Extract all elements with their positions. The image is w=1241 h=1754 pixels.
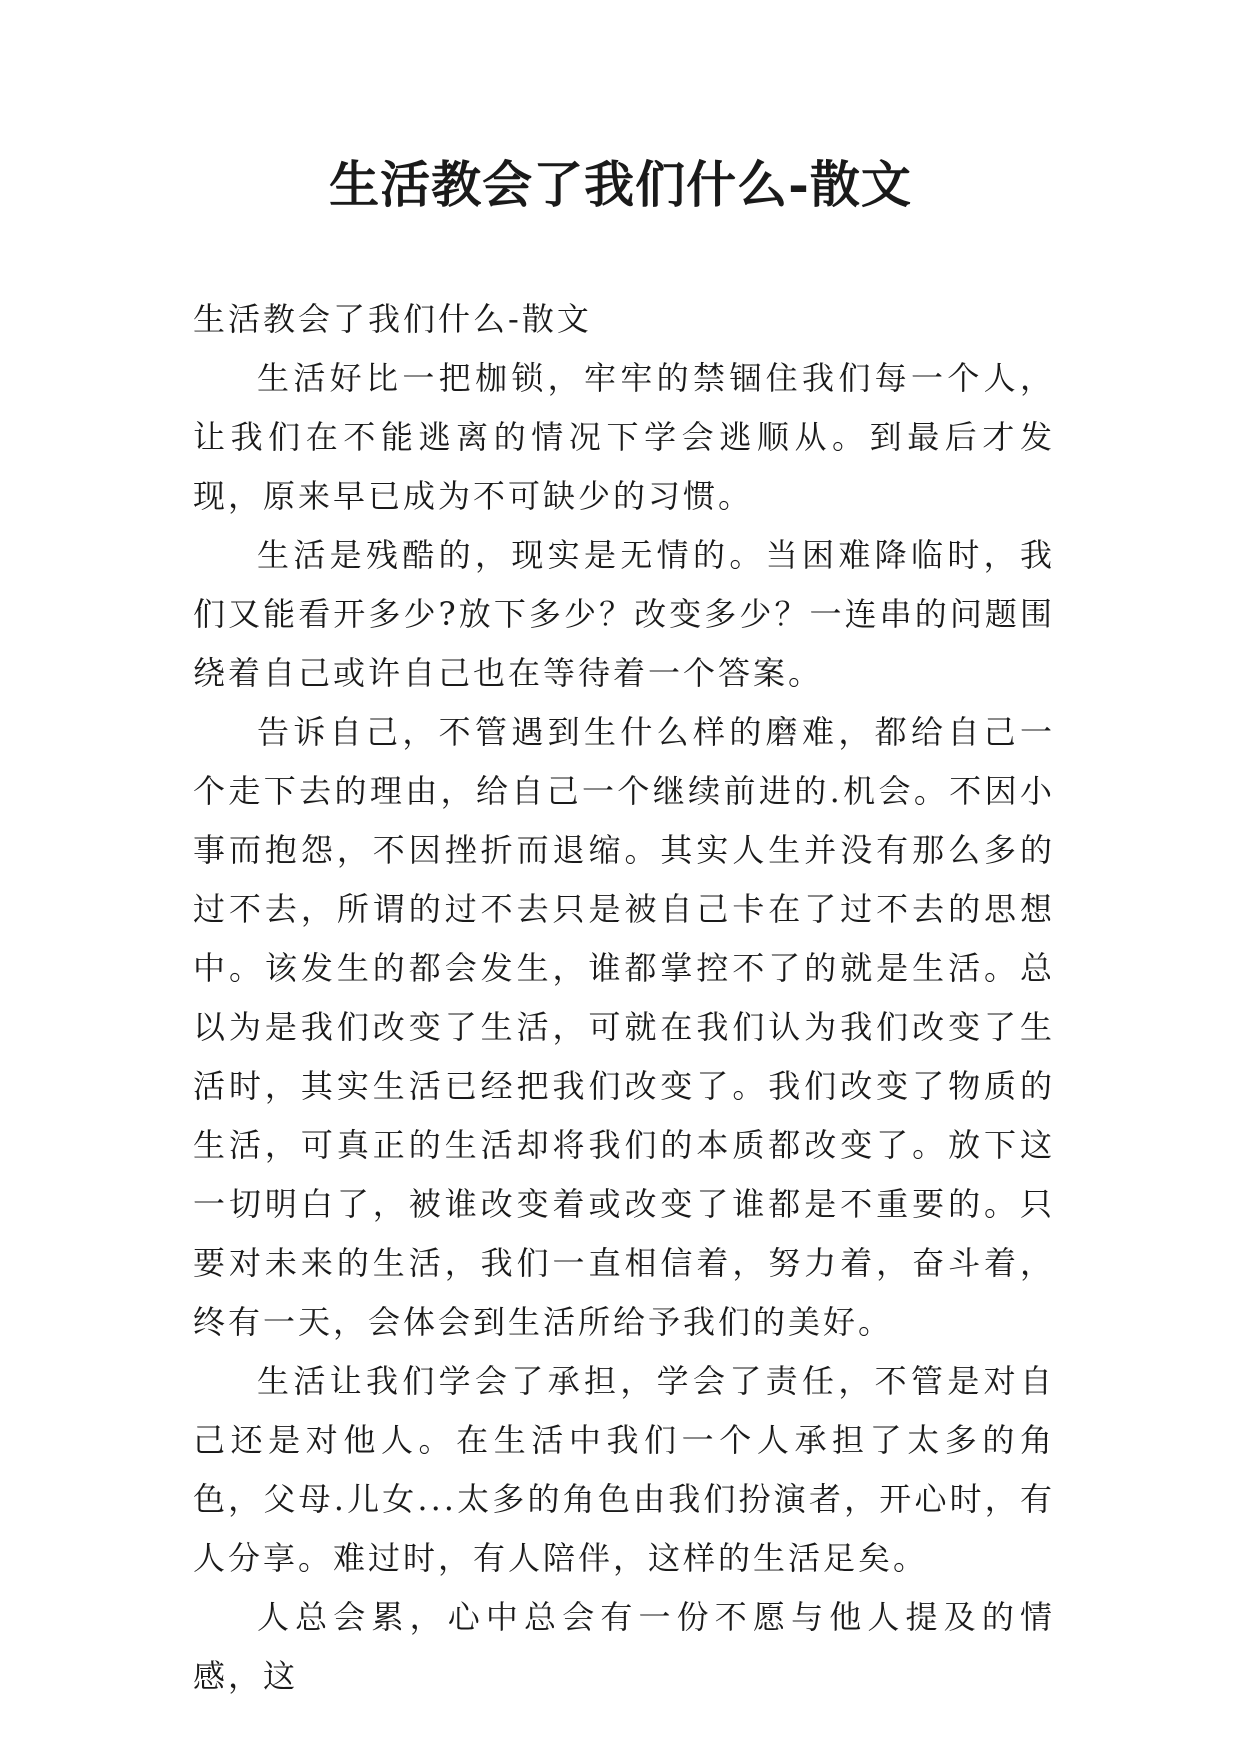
document-subtitle: 生活教会了我们什么-散文: [193, 300, 592, 338]
paragraph: 生活是残酷的，现实是无情的。当困难降临时，我们又能看开多少?放下多少？改变多少？一连串的问题围绕着自己或许自己也在等待着一个答案。: [193, 536, 1055, 692]
paragraph: 人总会累，心中总会有一份不愿与他人提及的情感，这: [193, 1598, 1055, 1695]
document-body: [193, 290, 1055, 1706]
paragraph: 生活好比一把枷锁，牢牢的禁锢住我们每一个人，让我们在不能逃离的情况下学会逃顺从。到最后才发现，原来早已成为不可缺少的习惯。: [193, 359, 1055, 515]
document-title: 生活教会了我们什么-散文: [329, 155, 912, 214]
paragraph: 告诉自己，不管遇到生什么样的磨难，都给自己一个走下去的理由，给自己一个继续前进的.机会。不因小事而抱怨，不因挫折而退缩。其实人生并没有那么多的过不去，所谓的过不去只是被自己卡在了过不去的思想中。该发生的都会发生，谁都掌控不了的就是生活。总以为是我们改变了生活，可就在我们认为我们改变了生活时，其实生活已经把我们改变了。我们改变了物质的生活，可真正的生活却将我们的本质都改变了。放下这一切明白了，被谁改变着或改变了谁都是不重要的。只要对未来的生活，我们一直相信着，努力着，奋斗着，终有一天，会体会到生活所给予我们的美好。: [193, 713, 1055, 1341]
paragraph: 生活让我们学会了承担，学会了责任，不管是对自己还是对他人。在生活中我们一个人承担了太多的角色，父母.儿女...太多的角色由我们扮演者，开心时，有人分享。难过时，有人陪伴，这样的生活足矣。: [193, 1362, 1055, 1577]
